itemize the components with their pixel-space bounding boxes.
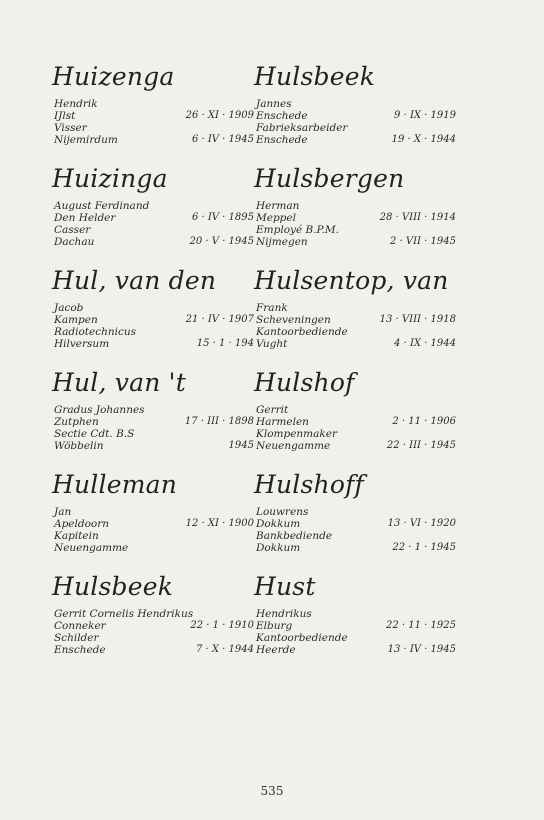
place: Enschede bbox=[54, 644, 106, 656]
date: 13 · VIII · 1918 bbox=[379, 314, 456, 325]
given-names: Louwrens bbox=[256, 506, 309, 518]
entry-line bbox=[256, 212, 456, 224]
entry-line bbox=[54, 530, 254, 542]
place: Conneker bbox=[54, 620, 106, 632]
entry-line bbox=[256, 632, 456, 644]
entry-line bbox=[256, 620, 456, 632]
entry-line bbox=[54, 200, 254, 212]
entry-line bbox=[54, 428, 254, 440]
entry-line bbox=[54, 542, 254, 554]
entry-line bbox=[256, 428, 456, 440]
entry-line bbox=[256, 644, 456, 656]
entry-line bbox=[256, 416, 456, 428]
surname-heading: Huizinga bbox=[52, 164, 168, 193]
place: Neuengamme bbox=[54, 542, 129, 554]
place: Scheveningen bbox=[256, 314, 331, 326]
occupation: Kantoorbediende bbox=[256, 326, 348, 338]
entry-line bbox=[54, 506, 254, 518]
person-entry bbox=[256, 470, 456, 572]
date: 28 · VIII · 1914 bbox=[379, 212, 456, 223]
given-names: Hendrikus bbox=[256, 608, 312, 620]
place: Dokkum bbox=[256, 518, 301, 530]
occupation: Fabrieksarbeider bbox=[256, 122, 348, 134]
entry-line bbox=[54, 620, 254, 632]
entry-line bbox=[256, 404, 456, 416]
date: 6 · IV · 1895 bbox=[191, 212, 254, 223]
surname-heading: Hulsbeek bbox=[254, 62, 376, 91]
occupation: Schilder bbox=[54, 632, 99, 644]
entry-line bbox=[54, 416, 254, 428]
entry-line bbox=[256, 134, 456, 146]
date: 1945 bbox=[228, 440, 254, 451]
surname-heading: Huizenga bbox=[52, 62, 175, 91]
surname-heading: Hust bbox=[254, 572, 316, 601]
entry-line bbox=[54, 440, 254, 452]
occupation: Visser bbox=[54, 122, 87, 134]
given-names: Hendrik bbox=[54, 98, 98, 110]
entry-line bbox=[256, 518, 456, 530]
place: Elburg bbox=[256, 620, 293, 632]
occupation: Employé B.P.M. bbox=[256, 224, 339, 236]
entry-line bbox=[54, 110, 254, 122]
place: Dachau bbox=[54, 236, 95, 248]
entry-line bbox=[256, 440, 456, 452]
entry-line bbox=[54, 608, 254, 620]
occupation: Casser bbox=[54, 224, 91, 236]
place: Nijmegen bbox=[256, 236, 308, 248]
person-entry bbox=[54, 572, 254, 674]
person-entry bbox=[54, 470, 254, 572]
surname-heading: Hulshof bbox=[254, 368, 355, 397]
surname-heading: Hul, van 't bbox=[52, 368, 186, 397]
entry-line bbox=[256, 98, 456, 110]
occupation: Kantoorbediende bbox=[256, 632, 348, 644]
date: 20 · V · 1945 bbox=[189, 236, 254, 247]
given-names: Jacob bbox=[54, 302, 84, 314]
entry-line bbox=[54, 404, 254, 416]
person-entry bbox=[256, 266, 456, 368]
place: Heerde bbox=[256, 644, 296, 656]
given-names: Gradus Johannes bbox=[54, 404, 145, 416]
entry-line bbox=[54, 518, 254, 530]
entry-line bbox=[256, 542, 456, 554]
person-entry bbox=[54, 266, 254, 368]
left-column bbox=[54, 62, 254, 674]
place: Neuengamme bbox=[256, 440, 331, 452]
entry-line bbox=[256, 326, 456, 338]
person-entry bbox=[256, 62, 456, 164]
given-names: Herman bbox=[256, 200, 300, 212]
date: 4 · IX · 1944 bbox=[394, 338, 456, 349]
given-names: Jannes bbox=[256, 98, 292, 110]
given-names: Jan bbox=[54, 506, 72, 518]
surname-heading: Hul, van den bbox=[52, 266, 217, 295]
occupation: Kapitein bbox=[54, 530, 99, 542]
entry-line bbox=[54, 224, 254, 236]
surname-heading: Hulsbeek bbox=[52, 572, 174, 601]
given-names: Gerrit bbox=[256, 404, 289, 416]
entry-line bbox=[54, 644, 254, 656]
place: Vught bbox=[256, 338, 288, 350]
person-entry bbox=[54, 62, 254, 164]
date: 22 · 1 · 1910 bbox=[190, 620, 254, 631]
entry-line bbox=[54, 212, 254, 224]
date: 13 · VI · 1920 bbox=[387, 518, 456, 529]
date: 15 · 1 · 194 bbox=[196, 338, 254, 349]
date: 6 · IV · 1945 bbox=[191, 134, 254, 145]
given-names: Frank bbox=[256, 302, 288, 314]
entry-line bbox=[256, 236, 456, 248]
entry-line bbox=[54, 302, 254, 314]
given-names: Gerrit Cornelis Hendrikus bbox=[54, 608, 194, 620]
entry-line bbox=[256, 338, 456, 350]
occupation: Klompenmaker bbox=[256, 428, 337, 440]
entry-line bbox=[256, 314, 456, 326]
person-entry bbox=[256, 368, 456, 470]
entry-line bbox=[54, 338, 254, 350]
entry-line bbox=[54, 98, 254, 110]
entry-line bbox=[256, 302, 456, 314]
right-column bbox=[256, 62, 456, 674]
surname-heading: Hulsbergen bbox=[254, 164, 405, 193]
given-names: August Ferdinand bbox=[54, 200, 150, 212]
entry-line bbox=[256, 530, 456, 542]
date: 22 · 1 · 1945 bbox=[392, 542, 456, 553]
entry-line bbox=[256, 224, 456, 236]
place: Enschede bbox=[256, 110, 308, 122]
date: 26 · XI · 1909 bbox=[185, 110, 254, 121]
entry-line bbox=[54, 314, 254, 326]
place: Den Helder bbox=[54, 212, 116, 224]
date: 22 · III · 1945 bbox=[386, 440, 456, 451]
date: 21 · IV · 1907 bbox=[185, 314, 254, 325]
place: Wöbbelin bbox=[54, 440, 104, 452]
surname-heading: Hulshoff bbox=[254, 470, 364, 499]
entry-line bbox=[256, 200, 456, 212]
date: 12 · XI · 1900 bbox=[185, 518, 254, 529]
occupation: Radiotechnicus bbox=[54, 326, 137, 338]
date: 9 · IX · 1919 bbox=[394, 110, 456, 121]
date: 22 · 11 · 1925 bbox=[386, 620, 456, 631]
entry-line bbox=[256, 608, 456, 620]
person-entry bbox=[54, 164, 254, 266]
place: Nijemirdum bbox=[54, 134, 118, 146]
place: Zutphen bbox=[54, 416, 99, 428]
person-entry bbox=[256, 164, 456, 266]
place: Dokkum bbox=[256, 542, 301, 554]
date: 7 · X · 1944 bbox=[195, 644, 254, 655]
date: 2 · 11 · 1906 bbox=[392, 416, 456, 427]
surname-heading: Hulsentop, van bbox=[254, 266, 449, 295]
entry-line bbox=[54, 632, 254, 644]
person-entry bbox=[54, 368, 254, 470]
page-number: 535 bbox=[260, 784, 284, 798]
occupation: Bankbediende bbox=[256, 530, 333, 542]
entry-line bbox=[256, 110, 456, 122]
date: 19 · X · 1944 bbox=[391, 134, 456, 145]
entry-line bbox=[54, 326, 254, 338]
entry-line bbox=[54, 122, 254, 134]
place: IJlst bbox=[54, 110, 76, 122]
surname-heading: Hulleman bbox=[52, 470, 178, 499]
entry-line bbox=[256, 506, 456, 518]
place: Kampen bbox=[54, 314, 98, 326]
place: Harmelen bbox=[256, 416, 309, 428]
place: Hilversum bbox=[54, 338, 110, 350]
person-entry bbox=[256, 572, 456, 674]
occupation: Sectie Cdt. B.S bbox=[54, 428, 135, 440]
date: 2 · VII · 1945 bbox=[389, 236, 456, 247]
date: 13 · IV · 1945 bbox=[387, 644, 456, 655]
place: Apeldoorn bbox=[54, 518, 110, 530]
entry-line bbox=[54, 236, 254, 248]
entry-line bbox=[54, 134, 254, 146]
entry-line bbox=[256, 122, 456, 134]
place: Enschede bbox=[256, 134, 308, 146]
date: 17 · III · 1898 bbox=[184, 416, 254, 427]
place: Meppel bbox=[256, 212, 296, 224]
